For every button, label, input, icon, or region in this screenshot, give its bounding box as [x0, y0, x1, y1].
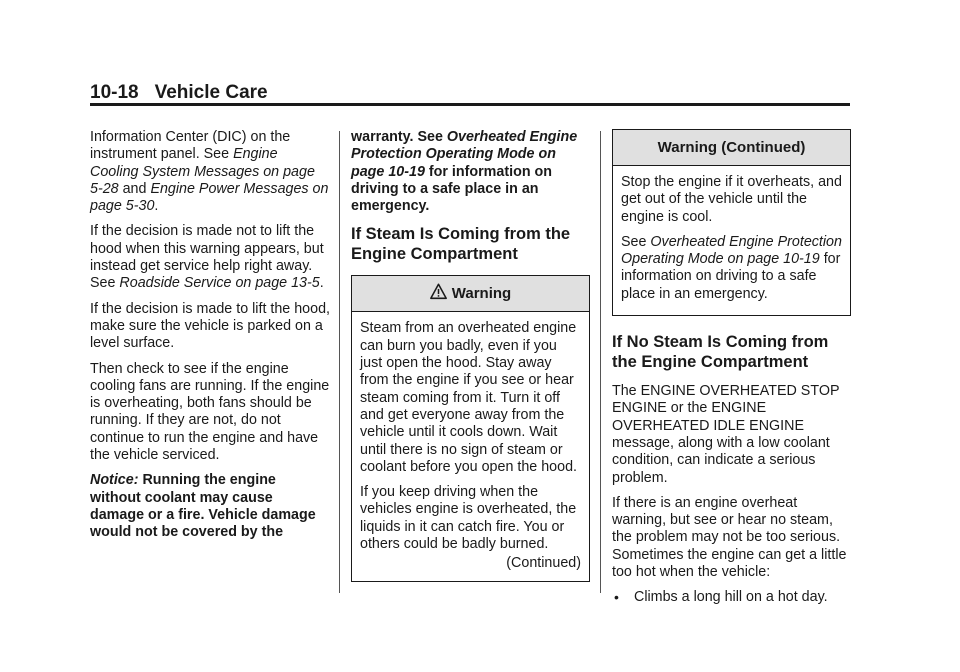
list-item-text: Climbs a long hill on a hot day. [634, 589, 828, 606]
warning-paragraph [621, 234, 842, 303]
warning-box-header [352, 276, 589, 312]
section-heading: If Steam Is Coming from the Engine Compartment [351, 225, 571, 263]
column-3 [612, 129, 852, 615]
notice-label: Notice: [90, 472, 139, 489]
warning-box-body [352, 312, 589, 580]
warning-box [351, 275, 590, 581]
paragraph: If there is an engine overheat warning, but see or hear no steam, the problem may not be too serious. Sometimes the engine can get a little too hot when the vehicle: [612, 494, 847, 581]
section-title: Vehicle Care [154, 82, 268, 103]
warning-paragraph: Steam from an overheated engine can burn you badly, even if you just open the hood. Stay away from the engine if you see or hear steam coming from it. Turn it off and get everyone away from the vehicle until it cools down. Wait until there is no sign of steam or coolant before you open the hood. [360, 320, 578, 475]
cross-reference-link[interactable]: Engine Cooling System Messages on page 5-28 [90, 146, 315, 197]
warning-paragraph: Stop the engine if it overheats, and get out of the vehicle until the engine is cool. [621, 174, 842, 225]
warning-title: Warning [451, 285, 512, 303]
column-divider-1 [339, 131, 340, 593]
header-rule [90, 103, 850, 106]
paragraph: Then check to see if the engine cooling fans are running. If the engine is overheating, both fans should be running. If they are not, do not continue to run the engine and have the vehicle serviced. [90, 360, 330, 464]
cross-reference-link[interactable]: Overheated Engine Protection Operating Mode on page 10-19 [621, 233, 842, 268]
text: If the decision is made not to lift the hood when this warning appears, but instead get service help right away. See [90, 223, 324, 292]
warning-box-header [613, 130, 850, 166]
bullet-dot-icon: • [614, 589, 619, 606]
warning-box-body [613, 166, 850, 315]
paragraph [90, 129, 330, 215]
page-header [90, 82, 268, 104]
text: for information on driving to a safe place in an emergency. [351, 163, 552, 215]
warning-box-continued [612, 129, 851, 316]
warning-title: Warning (Continued) [657, 139, 806, 156]
warning-paragraph: If you keep driving when the vehicles engine is overheated, the liquids in it can catch fire. You or others could be badly burned. [360, 484, 577, 553]
paragraph: The ENGINE OVERHEATED STOP ENGINE or the ENGINE OVERHEATED IDLE ENGINE message, along with a low coolant condition, can indicate a serious problem. [612, 383, 840, 486]
text: warranty. See [351, 129, 447, 145]
cross-reference-link[interactable]: Roadside Service on page 13-5 [119, 275, 320, 292]
text: for information on driving to a safe place in an emergency. [621, 251, 841, 302]
cross-reference-link[interactable]: Engine Power Messages on page 5-30 [90, 180, 329, 215]
notice-text: Running the engine without coolant may cause damage or a fire. Vehicle damage would not be covered by the [90, 472, 316, 541]
column-divider-2 [600, 131, 601, 593]
text: and [118, 180, 151, 197]
paragraph: If the decision is made to lift the hood, make sure the vehicle is parked on a level surface. [90, 300, 331, 352]
paragraph [90, 223, 330, 292]
column-2 [351, 129, 591, 582]
paragraph [351, 129, 591, 215]
text: . [154, 198, 159, 215]
text: See [621, 233, 651, 250]
list-item [612, 589, 852, 606]
section-heading: If No Steam Is Coming from the Engine Compartment [612, 333, 829, 371]
text: . [319, 275, 324, 292]
continued-label: (Continued) [506, 555, 581, 572]
text: Information Center (DIC) on the instrument panel. See [90, 129, 291, 163]
warning-triangle-icon [430, 283, 447, 300]
column-1 [90, 129, 330, 550]
page-number: 10-18 [90, 82, 139, 103]
cross-reference-link[interactable]: Overheated Engine Protection Operating Mode on page 10-19 [351, 129, 578, 180]
notice [90, 472, 330, 541]
